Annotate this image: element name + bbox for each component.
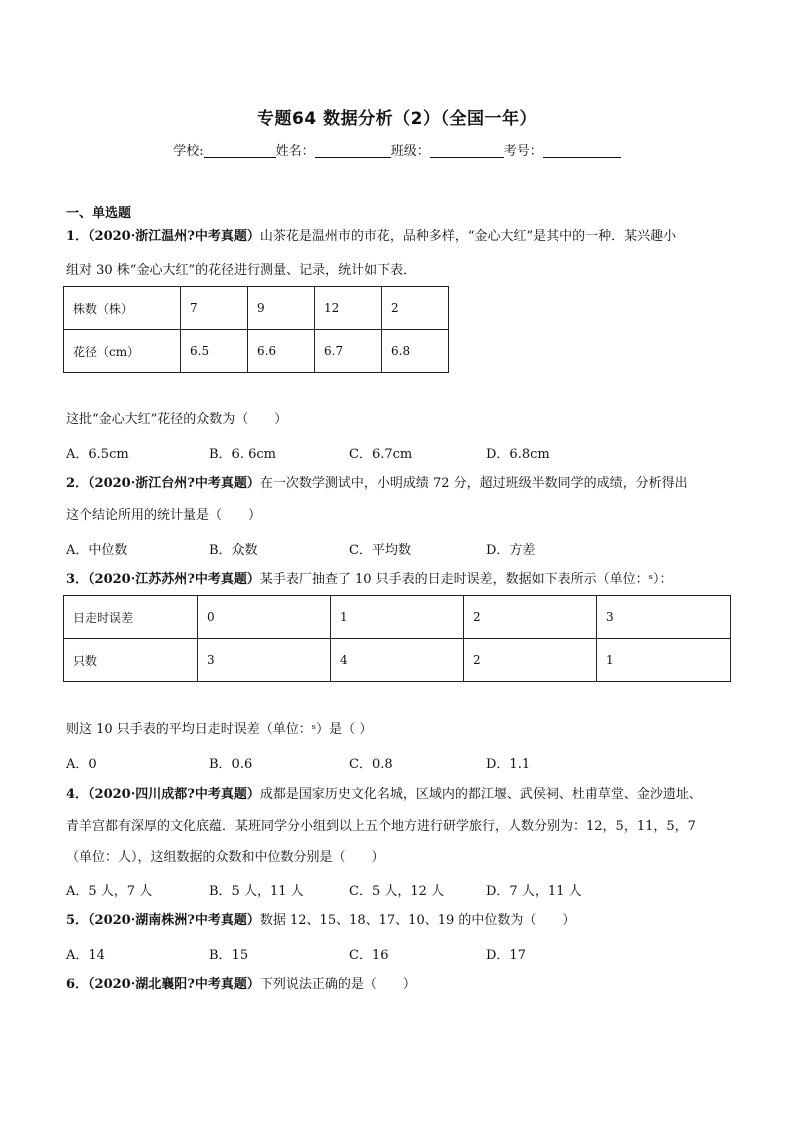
table-cell: 2	[464, 639, 597, 682]
section-heading: 一、单选题	[66, 206, 132, 221]
question-5-options	[66, 944, 766, 962]
question-3-options	[66, 753, 766, 771]
page-title: 专题64 数据分析（2）（全国一年）	[257, 109, 537, 129]
option-a[interactable]: A．14	[66, 948, 105, 963]
option-b[interactable]: B．15	[209, 948, 249, 963]
exam-label: 考号：	[503, 144, 543, 159]
question-1-line-2: 组对 30 株“金心大红”的花径进行测量、记录，统计如下表．	[66, 263, 417, 278]
question-source: （2020·湖南株洲?中考真题）	[88, 913, 260, 928]
table-row	[64, 596, 731, 639]
question-text: 某手表厂抽查了 10 只手表的日走时误差，数据如下表所示（单位：ˢ）：	[259, 572, 673, 587]
student-info-line	[0, 140, 794, 159]
table-cell: 12	[315, 287, 382, 330]
flower-diameter-table	[63, 286, 449, 373]
option-b[interactable]: B．0.6	[209, 757, 253, 772]
question-number: 1．	[66, 229, 89, 244]
question-1-stem: 这批“金心大红”花径的众数为（ ）	[66, 412, 288, 427]
question-5-line-1	[66, 912, 575, 930]
table-cell: 1	[331, 596, 464, 639]
option-d[interactable]: D．6.8cm	[486, 447, 550, 462]
school-blank[interactable]	[204, 143, 276, 158]
table-cell: 株数（株）	[64, 287, 181, 330]
option-d[interactable]: D．1.1	[486, 757, 531, 772]
table-cell: 6.5	[181, 330, 248, 373]
option-a[interactable]: A．6.5cm	[66, 447, 129, 462]
question-number: 6．	[66, 977, 89, 992]
table-cell: 3	[198, 639, 331, 682]
question-2-line-1	[66, 475, 688, 493]
option-c[interactable]: C．0.8	[349, 757, 393, 772]
name-blank[interactable]	[315, 143, 391, 158]
table-cell: 花径（cm）	[64, 330, 181, 373]
question-6-line-1	[66, 976, 416, 994]
question-source: （2020·浙江台州?中考真题）	[88, 476, 260, 491]
question-1-options	[66, 443, 766, 461]
question-number: 4．	[66, 787, 89, 802]
option-a[interactable]: A．5 人，7 人	[66, 884, 153, 899]
question-3-stem: 则这 10 只手表的平均日走时误差（单位：ˢ）是（ ）	[66, 722, 373, 737]
question-number: 3．	[66, 572, 89, 587]
option-c[interactable]: C．平均数	[349, 543, 411, 558]
table-cell: 6.6	[248, 330, 315, 373]
table-cell: 6.7	[315, 330, 382, 373]
school-label: 学校:	[173, 144, 204, 159]
question-source: （2020·四川成都?中考真题）	[88, 787, 260, 802]
name-label: 姓名：	[275, 144, 315, 159]
option-a[interactable]: A．0	[66, 757, 97, 772]
question-text: 成都是国家历史文化名城，区域内的都江堰、武侯祠、杜甫草堂、金沙遗址、	[259, 787, 702, 802]
question-4-line-3: （单位：人），这组数据的众数和中位数分别是（ ）	[66, 850, 385, 865]
question-number: 5．	[66, 913, 89, 928]
option-b[interactable]: B．6. 6cm	[209, 447, 276, 462]
question-source: （2020·江苏苏州?中考真题）	[88, 572, 260, 587]
question-3-line-1	[66, 571, 673, 589]
option-c[interactable]: C．6.7cm	[349, 447, 413, 462]
question-source: （2020·浙江温州?中考真题）	[88, 229, 260, 244]
class-label: 班级：	[390, 144, 430, 159]
table-cell: 0	[198, 596, 331, 639]
table-row	[64, 639, 731, 682]
table-cell: 6.8	[382, 330, 449, 373]
option-a[interactable]: A．中位数	[66, 543, 128, 558]
option-c[interactable]: C．5 人，12 人	[349, 884, 445, 899]
table-cell: 日走时误差	[64, 596, 198, 639]
question-text: 数据 12、15、18、17、10、19 的中位数为（ ）	[259, 913, 576, 928]
table-cell: 3	[597, 596, 731, 639]
question-4-line-2: 青羊宫都有深厚的文化底蕴．某班同学分小组到以上五个地方进行研学旅行，人数分别为：12，5，11，5，7	[66, 819, 696, 834]
table-cell: 9	[248, 287, 315, 330]
option-b[interactable]: B．5 人，11 人	[209, 884, 304, 899]
option-b[interactable]: B．众数	[209, 543, 258, 558]
watch-error-table	[63, 595, 731, 682]
question-source: （2020·湖北襄阳?中考真题）	[88, 977, 260, 992]
class-blank[interactable]	[430, 143, 504, 158]
table-cell: 4	[331, 639, 464, 682]
table-cell: 2	[382, 287, 449, 330]
table-row	[64, 330, 449, 373]
option-d[interactable]: D．17	[486, 948, 526, 963]
question-number: 2．	[66, 476, 89, 491]
question-2-line-2: 这个结论所用的统计量是（ ）	[66, 508, 262, 523]
table-cell: 1	[597, 639, 731, 682]
option-d[interactable]: D．方差	[486, 543, 536, 558]
option-d[interactable]: D．7 人，11 人	[486, 884, 582, 899]
question-4-line-1	[66, 786, 702, 804]
table-cell: 7	[181, 287, 248, 330]
table-cell: 只数	[64, 639, 198, 682]
exam-blank[interactable]	[543, 143, 621, 158]
question-text: 山茶花是温州市的市花，品种多样，“金心大红”是其中的一种．某兴趣小	[259, 229, 677, 244]
question-2-options	[66, 539, 766, 557]
question-4-options	[66, 880, 766, 898]
table-cell: 2	[464, 596, 597, 639]
question-text: 在一次数学测试中，小明成绩 72 分，超过班级半数同学的成绩，分析得出	[259, 476, 688, 491]
question-text: 下列说法正确的是（ ）	[259, 977, 416, 992]
table-row	[64, 287, 449, 330]
question-1-line-1	[66, 228, 676, 246]
option-c[interactable]: C．16	[349, 948, 389, 963]
